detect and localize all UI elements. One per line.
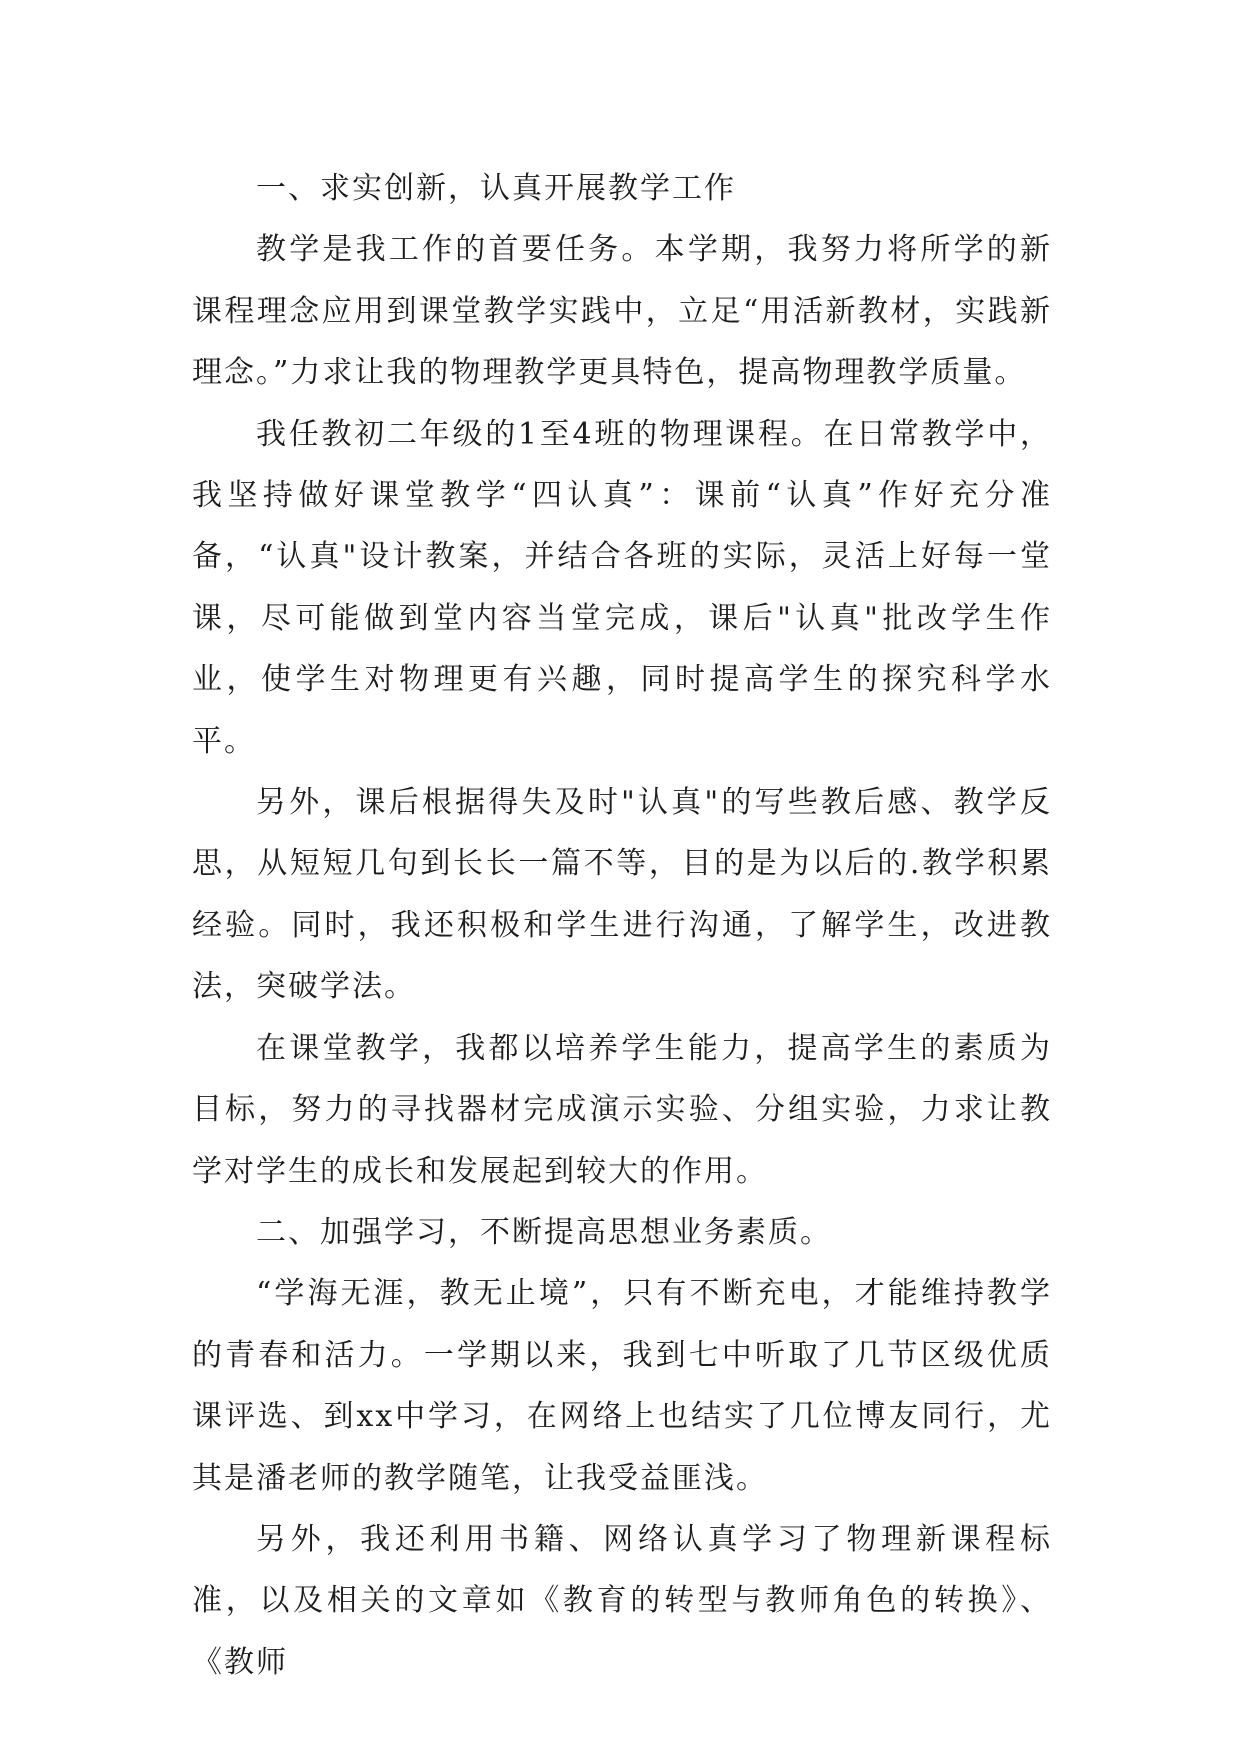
- body-paragraph: 另外，我还利用书籍、网络认真学习了物理新课程标准，以及相关的文章如《教育的转型与教师角色的转换》、《教师: [192, 1521, 1052, 1680]
- document-body: [192, 158, 1052, 1693]
- section-heading-1: 一、求实创新，认真开展教学工作: [256, 171, 736, 206]
- section-heading-2: 二、加强学习，不断提高思想业务素质。: [256, 1214, 832, 1250]
- body-paragraph: 我任教初二年级的1至4班的物理课程。在日常教学中，我坚持做好课堂教学“四认真”：课前“认真”作好充分准备，“认真"设计教案，并结合各班的实际，灵活上好每一堂课，尽可能做到堂内容当堂完成，课后"认真"批改学生作业，使学生对物理更有兴趣，同时提高学生的探究科学水平。: [192, 416, 1052, 759]
- body-paragraph: 另外，课后根据得失及时"认真"的写些教后感、教学反思，从短短几句到长长一篇不等，目的是为以后的.教学积累经验。同时，我还积极和学生进行沟通，了解学生，改进教法，突破学法。: [192, 785, 1052, 1005]
- body-paragraph: 教学是我工作的首要任务。本学期，我努力将所学的新课程理念应用到课堂教学实践中，立足“用活新教材，实践新理念。”力求让我的物理教学更具特色，提高物理教学质量。: [192, 232, 1052, 391]
- body-paragraph: 在课堂教学，我都以培养学生能力，提高学生的素质为目标，努力的寻找器材完成演示实验、分组实验，力求让教学对学生的成长和发展起到较大的作用。: [192, 1030, 1052, 1189]
- body-paragraph: “学海无涯，教无止境”，只有不断充电，才能维持教学的青春和活力。一学期以来，我到七中听取了几节区级优质课评选、到xx中学习，在网络上也结实了几位博友同行，尤其是潘老师的教学随笔，让我受益匪浅。: [192, 1276, 1052, 1496]
